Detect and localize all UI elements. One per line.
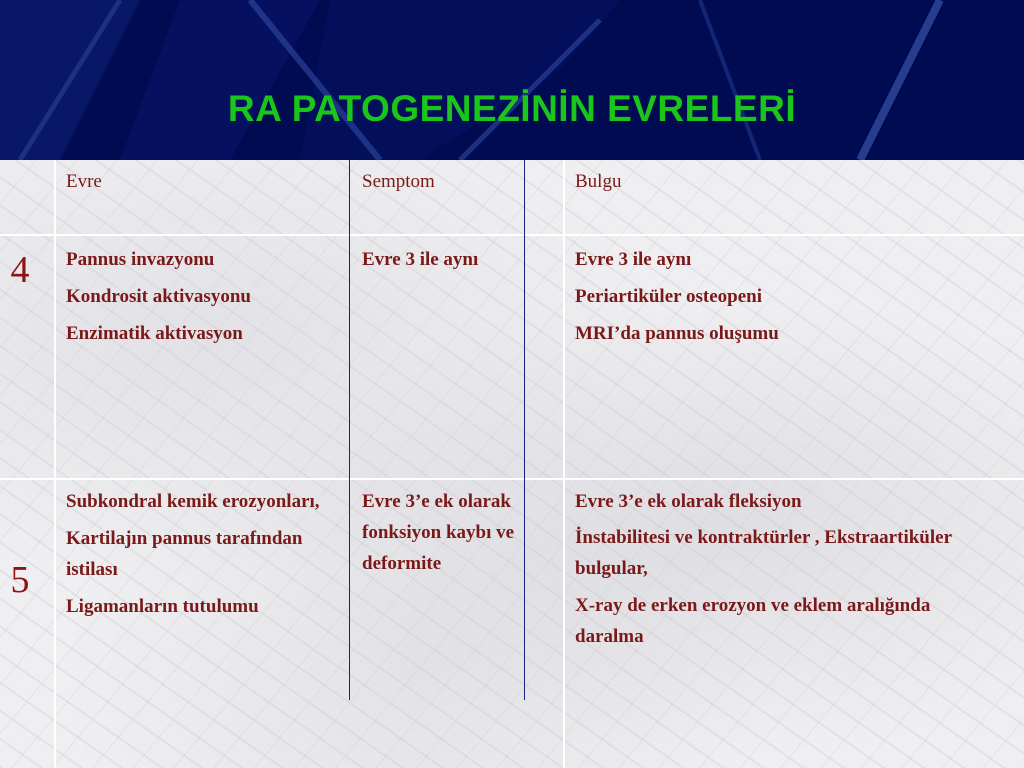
bulgu-item: X-ray de erken erozyon ve eklem aralığında daralma xyxy=(575,595,931,647)
bulgu-item: Periartiküler osteopeni xyxy=(575,286,762,307)
column-divider xyxy=(349,160,350,700)
evre-item: Kartilajın pannus tarafından istilası xyxy=(66,528,303,580)
column-divider xyxy=(563,160,565,768)
evre-item: Kondrosit aktivasyonu xyxy=(66,286,251,307)
column-divider xyxy=(54,160,56,768)
stage-number: 5 xyxy=(10,559,30,601)
semptom-item: Evre 3’e ek olarak fonksiyon kaybı ve deformite xyxy=(362,491,515,574)
evre-item: Enzimatik aktivasyon xyxy=(66,323,243,344)
bulgu-item: MRI’da pannus oluşumu xyxy=(575,323,779,344)
semptom-cell xyxy=(362,241,532,278)
semptom-cell xyxy=(362,486,547,579)
header-evre: Evre xyxy=(66,171,102,192)
bulgu-cell xyxy=(575,241,1005,352)
stages-table xyxy=(0,160,1024,768)
bulgu-cell xyxy=(575,486,975,652)
header-semptom: Semptom xyxy=(362,171,435,192)
row-divider xyxy=(0,478,1024,480)
evre-item: Pannus invazyonu xyxy=(66,249,215,270)
evre-cell xyxy=(66,241,346,352)
semptom-item: Evre 3 ile aynı xyxy=(362,249,479,270)
background-decoration xyxy=(0,0,1024,160)
bulgu-item: Evre 3’e ek olarak fleksiyon xyxy=(575,491,802,512)
bulgu-item: Evre 3 ile aynı xyxy=(575,249,692,270)
evre-item: Ligamanların tutulumu xyxy=(66,596,259,617)
row-divider xyxy=(0,234,1024,236)
header-bulgu: Bulgu xyxy=(575,171,622,192)
evre-cell xyxy=(66,486,341,623)
slide-title: RA PATOGENEZİNİN EVRELERİ xyxy=(227,88,797,129)
stage-number: 4 xyxy=(10,249,30,291)
evre-item: Subkondral kemik erozyonları, xyxy=(66,491,320,512)
bulgu-item: İnstabilitesi ve kontraktürler , Ekstraartiküler bulgular, xyxy=(575,527,952,579)
